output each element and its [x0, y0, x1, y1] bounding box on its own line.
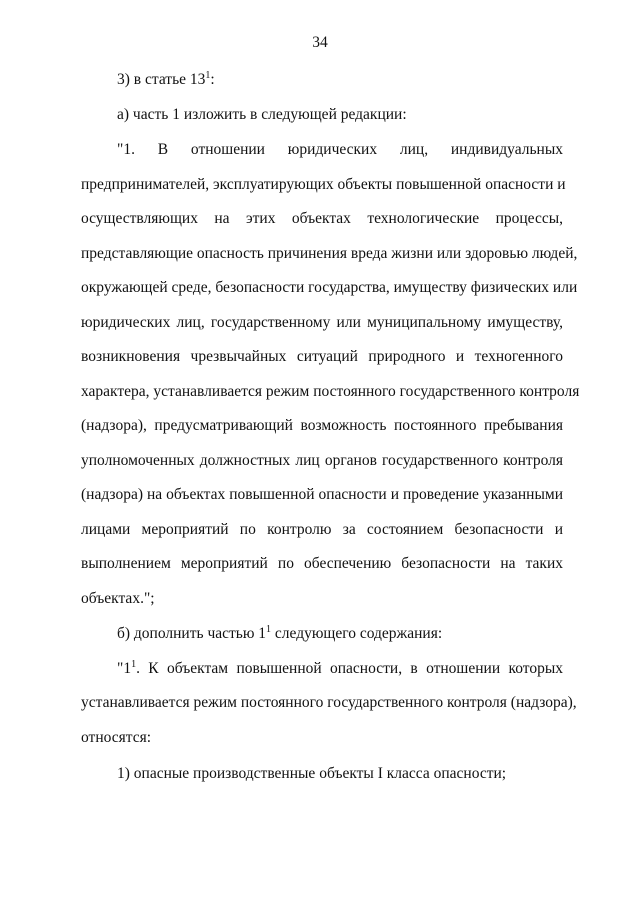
article-intro-colon: : — [210, 71, 215, 88]
article-intro-superscript: 1 — [205, 70, 211, 81]
article-intro-text: 3) в статье 13 — [117, 71, 206, 88]
part1-line: представляющие опасность причинения вреда жизни или здоровью людей, — [81, 245, 578, 262]
part1-line: (надзора), предусматривающий возможность постоянного пребывания — [81, 417, 563, 434]
item-a-heading: а) часть 1 изложить в следующей редакции: — [117, 106, 407, 123]
part1-1-number-text: "1 — [117, 660, 132, 677]
part1-line: предпринимателей, эксплуатирующих объекты повышенной опасности и — [81, 176, 566, 193]
item-b-text-end: следующего содержания: — [271, 625, 443, 642]
page-number: 34 — [312, 34, 328, 51]
article-intro — [117, 70, 215, 90]
item-b-heading — [117, 624, 442, 644]
part1-line: лицами мероприятий по контролю за состоянием безопасности и — [81, 521, 563, 538]
item-b-text: б) дополнить частью 1 — [117, 625, 267, 642]
part1-line: возникновения чрезвычайных ситуаций природного и техногенного — [81, 348, 563, 365]
part1-line: окружающей среде, безопасности государства, имуществу физических или — [81, 279, 578, 296]
part1-1-superscript: 1 — [131, 659, 137, 670]
item-b-superscript: 1 — [266, 624, 272, 635]
part1-1-number — [117, 660, 136, 677]
part1-1-line — [117, 659, 563, 679]
part1-1-line: устанавливается режим постоянного государственного контроля (надзора), — [81, 694, 577, 711]
part1-line: "1. В отношении юридических лиц, индивидуальных — [117, 141, 563, 158]
part1-1-line-last: относятся: — [81, 729, 152, 746]
part1-line: выполнением мероприятий по обеспечению безопасности на таких — [81, 555, 563, 572]
part1-line: характера, устанавливается режим постоянного государственного контроля — [81, 383, 580, 400]
part1-line: осуществляющих на этих объектах технологические процессы, — [81, 210, 563, 227]
part1-line: (надзора) на объектах повышенной опасности и проведение указанными — [81, 486, 563, 503]
list-item-1: 1) опасные производственные объекты I класса опасности; — [117, 765, 507, 782]
part1-line: уполномоченных должностных лиц органов государственного контроля — [81, 452, 563, 469]
part1-line-last: объектах."; — [81, 590, 155, 607]
part1-1-text: . К объектам повышенной опасности, в отношении которых — [136, 660, 563, 677]
part1-line: юридических лиц, государственному или муниципальному имуществу, — [81, 314, 563, 331]
